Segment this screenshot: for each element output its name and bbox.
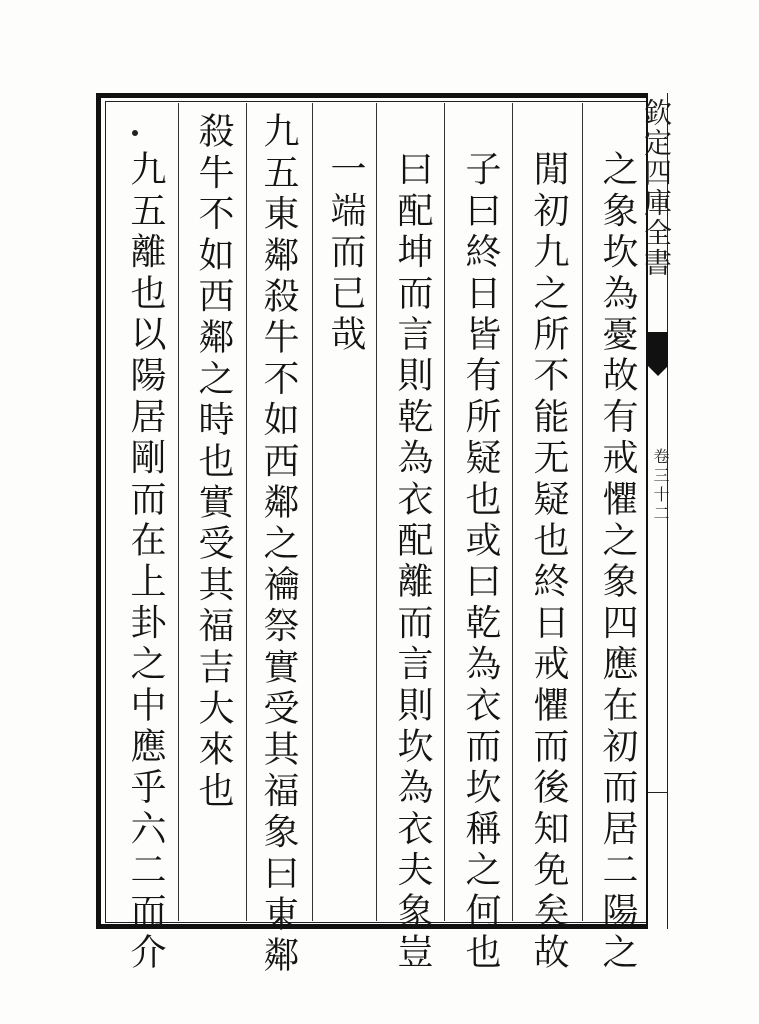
column-text: 曰配坤而言則乾為衣配離而言則坎為衣夫象豈 [392, 150, 433, 974]
column-rule [376, 103, 377, 921]
column-text: 子曰終日皆有所疑也或曰乾為衣而坎稱之何也 [460, 150, 501, 974]
text-column-2 [519, 150, 577, 974]
column-text: 殺牛不如西鄰之時也實受其福吉大來也 [193, 112, 234, 813]
punctuation-dot [132, 130, 138, 136]
text-column-7 [184, 112, 242, 812]
column-text: 一端而已哉 [325, 150, 366, 356]
juan-number: 卷三十二 [651, 448, 670, 524]
column-text: 九五東鄰殺牛不如西鄰之禴祭實受其福象曰東鄰 [258, 112, 299, 978]
column-text: 閒初九之所不能无疑也終日戒懼而後知免矣故 [528, 150, 569, 974]
text-column-1 [588, 150, 646, 974]
text-column-8 [116, 150, 174, 974]
column-text: 之象坎為憂故有戒懼之象四應在初而居二陽之 [597, 150, 638, 974]
banxin-rule [648, 792, 668, 793]
book-title: 欽定四庫全書 [640, 98, 673, 278]
column-rule [312, 103, 313, 921]
text-column-4 [383, 150, 441, 974]
text-column-6 [249, 112, 307, 977]
column-text: 九五離也以陽居剛而在上卦之中應乎六二而介 [125, 150, 166, 974]
text-column-3 [451, 150, 509, 974]
column-rule [512, 103, 513, 921]
column-rule [444, 103, 445, 921]
column-rule [246, 103, 247, 921]
column-rule [582, 103, 583, 921]
text-column-5 [316, 150, 374, 356]
fishtail-mark [648, 332, 668, 366]
column-rule [178, 103, 179, 921]
